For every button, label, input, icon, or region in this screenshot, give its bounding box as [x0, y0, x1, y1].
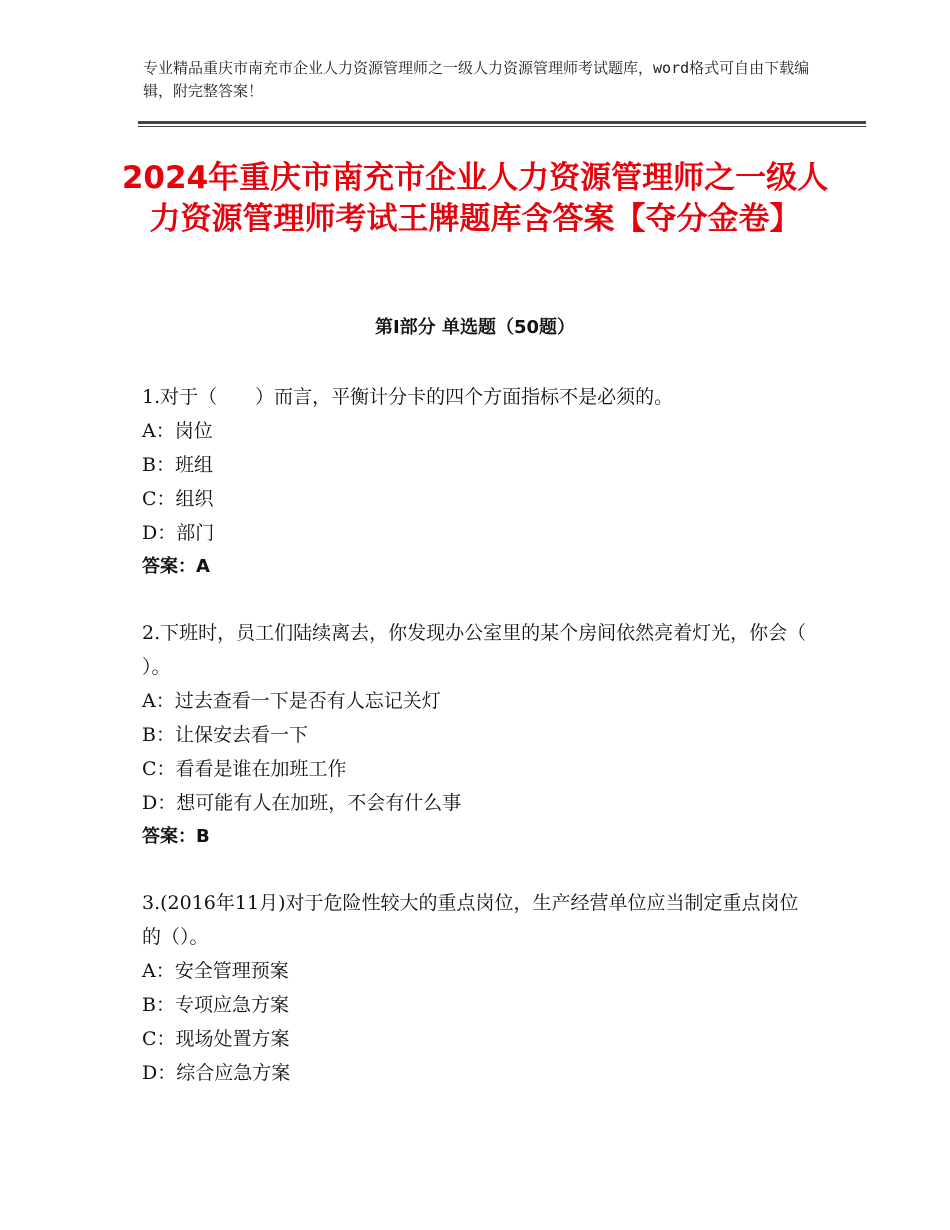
option-b: B：班组: [142, 454, 213, 476]
option-a: A：安全管理预案: [142, 960, 289, 982]
option-d: D：部门: [142, 522, 215, 544]
option-c: C：组织: [142, 488, 214, 510]
option-a: A：岗位: [142, 420, 213, 442]
option-c: C：现场处置方案: [142, 1028, 290, 1050]
question-1: [142, 380, 812, 584]
answer: 答案：B: [142, 826, 210, 847]
question-text: 3.(2016年11月)对于危险性较大的重点岗位，生产经营单位应当制定重点岗位的（）。: [142, 892, 799, 948]
header-rule-thin: [138, 126, 866, 127]
question-text: 2.下班时，员工们陆续离去，你发现办公室里的某个房间依然亮着灯光，你会（ ）。: [142, 622, 807, 678]
document-title: 2024年重庆市南充市企业人力资源管理师之一级人力资源管理师考试王牌题库含答案【夺分金卷】: [121, 160, 829, 237]
question-2: [142, 616, 812, 854]
option-b: B：让保安去看一下: [142, 724, 308, 746]
option-b: B：专项应急方案: [142, 994, 289, 1016]
option-a: A：过去查看一下是否有人忘记关灯: [142, 690, 441, 712]
question-text: 1.对于（ ）而言，平衡计分卡的四个方面指标不是必须的。: [142, 386, 674, 408]
section-title: 第Ⅰ部分 单选题（50题）: [374, 317, 575, 338]
question-list: [142, 380, 812, 1122]
header-rule-thick: [138, 121, 866, 124]
option-c: C：看看是谁在加班工作: [142, 758, 347, 780]
question-3: [142, 886, 812, 1090]
option-d: D：想可能有人在加班，不会有什么事: [142, 792, 462, 814]
header-note: 专业精品重庆市南充市企业人力资源管理师之一级人力资源管理师考试题库，word格式可自由下载编辑，附完整答案！: [143, 59, 810, 100]
answer: 答案：A: [142, 556, 210, 577]
option-d: D：综合应急方案: [142, 1062, 291, 1084]
